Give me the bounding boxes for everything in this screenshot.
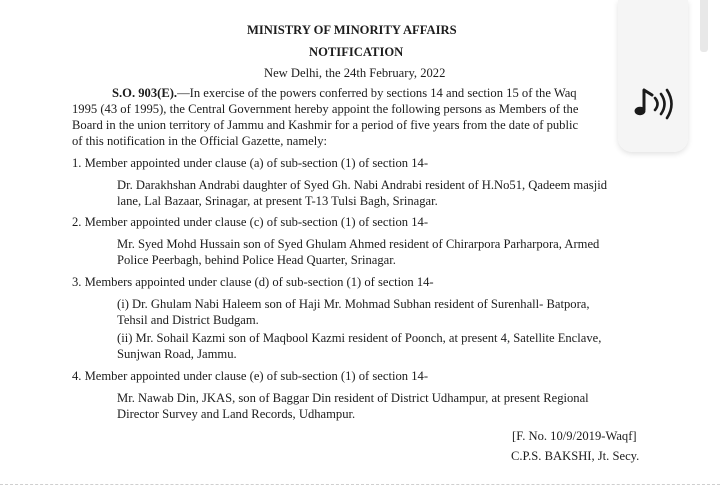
intro-line-1	[112, 85, 577, 101]
item-2-heading: 2. Member appointed under clause (c) of sub-section (1) of section 14-	[72, 215, 429, 229]
notification-title: NOTIFICATION	[309, 45, 404, 59]
item-1-line-2: lane, Lal Bazaar, Srinagar, at present T-13 Tulsi Bagh, Srinagar.	[117, 194, 438, 208]
audio-overlay[interactable]	[618, 0, 688, 152]
item-3-heading: 3. Members appointed under clause (d) of sub-section (1) of section 14-	[72, 275, 434, 289]
item-4-line-1: Mr. Nawab Din, JKAS, son of Baggar Din resident of District Udhampur, at present Regional	[117, 391, 589, 405]
item-3-line-1: (i) Dr. Ghulam Nabi Haleem son of Haji Mr. Mohmad Subhan resident of Surenhall- Batpora,	[117, 297, 590, 311]
scrollbar[interactable]	[700, 0, 708, 52]
item-2-line-2: Police Peerbagh, behind Police Head Quarter, Srinagar.	[117, 253, 396, 267]
item-1-line-1: Dr. Darakhshan Andrabi daughter of Syed Gh. Nabi Andrabi resident of H.No51, Qadeem masjid	[117, 178, 607, 192]
intro-line-4: of this notification in the Official Gazette, namely:	[72, 134, 328, 148]
item-2-line-1: Mr. Syed Mohd Hussain son of Syed Ghulam Ahmed resident of Chirarpora Parharpora, Armed	[117, 237, 600, 251]
item-3-line-4: Sunjwan Road, Jammu.	[117, 347, 237, 361]
item-4-line-2: Director Survey and Land Records, Udhampur.	[117, 407, 356, 421]
item-3-line-3: (ii) Mr. Sohail Kazmi son of Maqbool Kazmi resident of Poonch, at present 4, Satellite Enclave,	[117, 331, 602, 345]
file-number: [F. No. 10/9/2019-Waqf]	[512, 429, 637, 443]
item-3-line-2: Tehsil and District Budgam.	[117, 313, 259, 327]
intro-text-1: —In exercise of the powers conferred by sections 14 and section 15 of the Waq	[177, 86, 577, 100]
page-edge-divider	[0, 484, 720, 486]
so-number: S.O. 903(E).	[112, 86, 178, 100]
item-4-heading: 4. Member appointed under clause (e) of sub-section (1) of section 14-	[72, 369, 429, 383]
intro-line-3: Board in the union territory of Jammu and Kashmir for a period of five years from the date of public	[72, 118, 579, 132]
item-1-heading: 1. Member appointed under clause (a) of sub-section (1) of section 14-	[72, 156, 429, 170]
signatory: C.P.S. BAKSHI, Jt. Secy.	[511, 449, 640, 463]
place-date: New Delhi, the 24th February, 2022	[264, 66, 446, 80]
intro-line-2: 1995 (43 of 1995), the Central Government hereby appoint the following persons as Members of the	[72, 102, 579, 116]
ministry-heading: MINISTRY OF MINORITY AFFAIRS	[247, 23, 457, 37]
